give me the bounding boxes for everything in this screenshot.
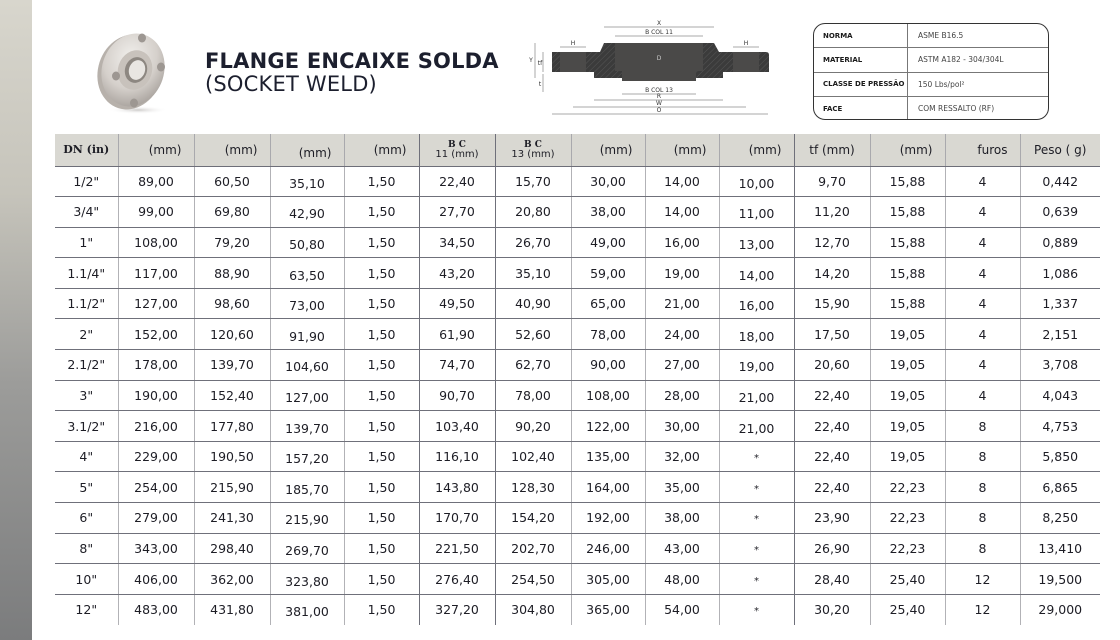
cell-bcol13: 35,10 [495, 258, 571, 289]
cell-bcol13: 52,60 [495, 319, 571, 350]
cell-r: 157,20 [270, 441, 344, 472]
cell-y: 54,00 [645, 594, 719, 625]
cell-raised-face: 1,50 [344, 197, 419, 228]
cell-r: 42,90 [270, 197, 344, 228]
cell-r: 35,10 [270, 166, 344, 197]
cell-y: 19,00 [645, 258, 719, 289]
cell-h: 19,05 [870, 380, 945, 411]
bcol11-header-bottom: 11 (mm) [435, 148, 479, 160]
spec-row-material [814, 48, 1048, 72]
cell-h: 15,88 [870, 288, 945, 319]
cell-raised-face: 1,50 [344, 411, 419, 442]
cell-tf: 17,50 [794, 319, 870, 350]
page-title [205, 50, 499, 96]
cell-bcol11: 143,80 [419, 472, 495, 503]
cell-bcol11: 276,40 [419, 564, 495, 595]
cell-furos: 4 [945, 319, 1020, 350]
cell-o: 406,00 [118, 564, 194, 595]
cell-x: 59,00 [571, 258, 645, 289]
cell-tf: 14,20 [794, 258, 870, 289]
cell-dn: 12" [55, 594, 118, 625]
cell-x: 365,00 [571, 594, 645, 625]
cell-r: 50,80 [270, 227, 344, 258]
cell-r: 269,70 [270, 533, 344, 564]
bcol13-header-top: B C [524, 139, 542, 150]
cell-tf: 22,40 [794, 472, 870, 503]
cell-peso: 1,086 [1020, 258, 1100, 289]
cell-o: 190,00 [118, 380, 194, 411]
cell-furos: 12 [945, 594, 1020, 625]
cell-x: 192,00 [571, 503, 645, 534]
cell-dn: 4" [55, 441, 118, 472]
cell-x: 90,00 [571, 350, 645, 381]
cell-bcol11: 170,70 [419, 503, 495, 534]
cell-w: 120,60 [194, 319, 270, 350]
cell-h: 22,23 [870, 533, 945, 564]
dim-h-right-label: H [743, 40, 749, 47]
cell-peso: 4,043 [1020, 380, 1100, 411]
cell-y: 27,00 [645, 350, 719, 381]
cell-dn: 2" [55, 319, 118, 350]
cell-dn: 2.1/2" [55, 350, 118, 381]
spec-row-norma [814, 24, 1048, 48]
cell-bcol11: 116,10 [419, 441, 495, 472]
spec-label: MATERIAL [814, 48, 908, 71]
cell-y: 16,00 [645, 227, 719, 258]
cell-peso: 1,337 [1020, 288, 1100, 319]
cell-w: 362,00 [194, 564, 270, 595]
cell-y: 30,00 [645, 411, 719, 442]
cell-raised-face: 1,50 [344, 533, 419, 564]
cell-dn: 3" [55, 380, 118, 411]
flange-cross-section-diagram [522, 14, 778, 122]
cell-d: * [719, 594, 794, 625]
cell-x: 305,00 [571, 564, 645, 595]
cell-raised-face: 1,50 [344, 472, 419, 503]
cell-x: 135,00 [571, 441, 645, 472]
table-row [55, 441, 1100, 472]
cell-dn: 5" [55, 472, 118, 503]
cell-w: 190,50 [194, 441, 270, 472]
cell-tf: 11,20 [794, 197, 870, 228]
cell-dn: 1" [55, 227, 118, 258]
cell-tf: 23,90 [794, 503, 870, 534]
cell-raised-face: 1,50 [344, 258, 419, 289]
cell-tf: 28,40 [794, 564, 870, 595]
cell-bcol11: 34,50 [419, 227, 495, 258]
cell-d: 19,00 [719, 350, 794, 381]
dim-bcol11-label: B COL 11 [645, 29, 673, 36]
table-row [55, 594, 1100, 625]
cell-r: 185,70 [270, 472, 344, 503]
cell-furos: 4 [945, 288, 1020, 319]
cell-x: 38,00 [571, 197, 645, 228]
cell-d: 21,00 [719, 380, 794, 411]
column-header-raised-face: (mm) [344, 134, 419, 166]
spec-label: CLASSE DE PRESSÃO [814, 73, 908, 96]
bcol13-header-bottom: 13 (mm) [511, 148, 555, 160]
cell-furos: 4 [945, 350, 1020, 381]
cell-h: 15,88 [870, 227, 945, 258]
cell-d: 10,00 [719, 166, 794, 197]
cell-peso: 3,708 [1020, 350, 1100, 381]
cell-h: 22,23 [870, 472, 945, 503]
cell-dn: 8" [55, 533, 118, 564]
cell-y: 35,00 [645, 472, 719, 503]
spec-value: 150 Lbs/pol² [918, 79, 965, 89]
cell-tf: 22,40 [794, 380, 870, 411]
cell-bcol11: 90,70 [419, 380, 495, 411]
cell-peso: 0,442 [1020, 166, 1100, 197]
cell-bcol11: 221,50 [419, 533, 495, 564]
cell-o: 89,00 [118, 166, 194, 197]
table-row [55, 350, 1100, 381]
cell-raised-face: 1,50 [344, 350, 419, 381]
cell-o: 216,00 [118, 411, 194, 442]
cell-bcol11: 27,70 [419, 197, 495, 228]
cell-o: 343,00 [118, 533, 194, 564]
cell-w: 152,40 [194, 380, 270, 411]
column-header-furos: furos [945, 134, 1020, 166]
column-header-r: (mm) [270, 134, 344, 166]
cell-y: 28,00 [645, 380, 719, 411]
cell-peso: 4,753 [1020, 411, 1100, 442]
cell-r: 381,00 [270, 594, 344, 625]
cell-dn: 1.1/2" [55, 288, 118, 319]
dim-x-label: X [656, 20, 662, 27]
cell-bcol13: 202,70 [495, 533, 571, 564]
cell-furos: 8 [945, 533, 1020, 564]
cell-r: 127,00 [270, 380, 344, 411]
spec-label: FACE [814, 97, 908, 120]
cell-tf: 20,60 [794, 350, 870, 381]
dim-o-label: O [656, 107, 662, 114]
cell-tf: 12,70 [794, 227, 870, 258]
cell-bcol13: 40,90 [495, 288, 571, 319]
cell-x: 65,00 [571, 288, 645, 319]
cell-peso: 5,850 [1020, 441, 1100, 472]
cell-furos: 4 [945, 166, 1020, 197]
cell-w: 298,40 [194, 533, 270, 564]
title-main: FLANGE ENCAIXE SOLDA [205, 49, 499, 73]
cell-peso: 0,639 [1020, 197, 1100, 228]
cell-x: 108,00 [571, 380, 645, 411]
flange-product-photo [88, 26, 178, 116]
cell-y: 14,00 [645, 166, 719, 197]
dim-bcol13-label: B COL 13 [645, 87, 673, 94]
column-header-tf: tf (mm) [794, 134, 870, 166]
cell-y: 24,00 [645, 319, 719, 350]
column-header-o: (mm) [118, 134, 194, 166]
cell-dn: 3/4" [55, 197, 118, 228]
cell-o: 127,00 [118, 288, 194, 319]
cell-peso: 13,410 [1020, 533, 1100, 564]
cell-x: 30,00 [571, 166, 645, 197]
dim-t-label: t [538, 81, 542, 88]
cell-h: 19,05 [870, 319, 945, 350]
cell-peso: 0,889 [1020, 227, 1100, 258]
cell-d: * [719, 441, 794, 472]
cell-bcol13: 15,70 [495, 166, 571, 197]
table-row [55, 258, 1100, 289]
cell-w: 431,80 [194, 594, 270, 625]
cell-w: 177,80 [194, 411, 270, 442]
cell-bcol13: 62,70 [495, 350, 571, 381]
cell-y: 43,00 [645, 533, 719, 564]
cell-w: 215,90 [194, 472, 270, 503]
cell-furos: 8 [945, 472, 1020, 503]
cell-bcol13: 128,30 [495, 472, 571, 503]
title-subtitle: (SOCKET WELD) [205, 72, 377, 96]
cell-dn: 6" [55, 503, 118, 534]
cell-h: 19,05 [870, 441, 945, 472]
table-row [55, 533, 1100, 564]
cell-peso: 6,865 [1020, 472, 1100, 503]
cell-w: 79,20 [194, 227, 270, 258]
cell-d: * [719, 564, 794, 595]
cell-h: 25,40 [870, 594, 945, 625]
specification-box [813, 23, 1049, 120]
spec-row-pressure-class [814, 73, 1048, 97]
table-body [55, 166, 1100, 625]
cell-x: 78,00 [571, 319, 645, 350]
cell-h: 19,05 [870, 350, 945, 381]
cell-x: 246,00 [571, 533, 645, 564]
cell-o: 178,00 [118, 350, 194, 381]
cell-furos: 4 [945, 227, 1020, 258]
cell-w: 139,70 [194, 350, 270, 381]
cell-d: 18,00 [719, 319, 794, 350]
cell-h: 22,23 [870, 503, 945, 534]
cell-bcol13: 78,00 [495, 380, 571, 411]
dim-y-label: Y [529, 57, 533, 64]
cell-peso: 2,151 [1020, 319, 1100, 350]
cell-y: 14,00 [645, 197, 719, 228]
dim-tf-label: tf [537, 60, 543, 67]
cell-raised-face: 1,50 [344, 227, 419, 258]
cell-bcol13: 304,80 [495, 594, 571, 625]
cell-w: 88,90 [194, 258, 270, 289]
table-row [55, 197, 1100, 228]
cell-r: 104,60 [270, 350, 344, 381]
bcol11-header-top: B C [448, 139, 466, 150]
cell-bcol13: 154,20 [495, 503, 571, 534]
cell-bcol11: 103,40 [419, 411, 495, 442]
cell-r: 215,90 [270, 503, 344, 534]
cell-w: 98,60 [194, 288, 270, 319]
cell-dn: 1/2" [55, 166, 118, 197]
column-header-bcol11 [419, 134, 495, 166]
table-row [55, 411, 1100, 442]
cell-furos: 4 [945, 197, 1020, 228]
cell-w: 241,30 [194, 503, 270, 534]
cell-d: * [719, 503, 794, 534]
cell-peso: 8,250 [1020, 503, 1100, 534]
cell-y: 48,00 [645, 564, 719, 595]
spec-value: ASME B16.5 [918, 31, 964, 41]
cell-x: 122,00 [571, 411, 645, 442]
cell-tf: 22,40 [794, 411, 870, 442]
cell-r: 139,70 [270, 411, 344, 442]
cell-w: 60,50 [194, 166, 270, 197]
table-row [55, 288, 1100, 319]
cell-furos: 8 [945, 503, 1020, 534]
cell-raised-face: 1,50 [344, 166, 419, 197]
column-header-x: (mm) [571, 134, 645, 166]
cell-dn: 1.1/4" [55, 258, 118, 289]
cell-d: 14,00 [719, 258, 794, 289]
column-header-h: (mm) [870, 134, 945, 166]
table-row [55, 503, 1100, 534]
cell-d: * [719, 533, 794, 564]
cell-o: 279,00 [118, 503, 194, 534]
cell-o: 483,00 [118, 594, 194, 625]
column-header-peso: Peso ( g) [1020, 134, 1100, 166]
dim-h-left-label: H [570, 40, 576, 47]
dim-d-label: D [656, 55, 662, 62]
cell-dn: 10" [55, 564, 118, 595]
cell-r: 323,80 [270, 564, 344, 595]
cell-raised-face: 1,50 [344, 594, 419, 625]
cell-raised-face: 1,50 [344, 380, 419, 411]
cell-peso: 29,000 [1038, 602, 1083, 618]
column-header-d: (mm) [719, 134, 794, 166]
spec-row-face [814, 97, 1048, 120]
cell-peso: 19,500 [1020, 564, 1100, 595]
cell-tf: 22,40 [794, 441, 870, 472]
cell-bcol13: 102,40 [495, 441, 571, 472]
cell-bcol11: 22,40 [419, 166, 495, 197]
cell-o: 254,00 [118, 472, 194, 503]
cell-raised-face: 1,50 [344, 441, 419, 472]
cell-raised-face: 1,50 [344, 288, 419, 319]
cell-r: 63,50 [270, 258, 344, 289]
cell-y: 21,00 [645, 288, 719, 319]
cell-bcol13: 254,50 [495, 564, 571, 595]
cell-tf: 30,20 [794, 594, 870, 625]
cell-x: 49,00 [571, 227, 645, 258]
cell-furos: 8 [945, 441, 1020, 472]
spec-value: COM RESSALTO (RF) [918, 104, 995, 114]
cell-tf: 26,90 [794, 533, 870, 564]
cell-furos: 4 [945, 258, 1020, 289]
cell-o: 152,00 [118, 319, 194, 350]
cell-h: 15,88 [870, 258, 945, 289]
cell-h: 19,05 [870, 411, 945, 442]
cell-o: 108,00 [118, 227, 194, 258]
cell-h: 15,88 [870, 166, 945, 197]
cell-tf: 15,90 [794, 288, 870, 319]
column-header-bcol13 [495, 134, 571, 166]
cell-x: 164,00 [571, 472, 645, 503]
dim-r-label: R [656, 93, 662, 100]
table-row [55, 380, 1100, 411]
cell-bcol11: 74,70 [419, 350, 495, 381]
cell-d: 21,00 [719, 411, 794, 442]
cell-tf: 9,70 [794, 166, 870, 197]
cell-h: 15,88 [870, 197, 945, 228]
table-header-row [55, 134, 1100, 166]
cell-bcol11: 49,50 [419, 288, 495, 319]
cell-d: 16,00 [719, 288, 794, 319]
cell-raised-face: 1,50 [344, 319, 419, 350]
cell-o: 117,00 [118, 258, 194, 289]
cell-bcol11: 61,90 [419, 319, 495, 350]
cell-bcol11: 327,20 [419, 594, 495, 625]
table-row [55, 319, 1100, 350]
cell-r: 73,00 [270, 288, 344, 319]
cell-y: 38,00 [645, 503, 719, 534]
table-row [55, 166, 1100, 197]
cell-raised-face: 1,50 [344, 564, 419, 595]
cell-dn: 3.1/2" [55, 411, 118, 442]
table-row [55, 227, 1100, 258]
cell-d: 11,00 [719, 197, 794, 228]
column-header-y: (mm) [645, 134, 719, 166]
dim-w-label: W [656, 100, 662, 107]
cell-y: 32,00 [645, 441, 719, 472]
cell-d: 13,00 [719, 227, 794, 258]
spec-label: NORMA [814, 24, 908, 47]
cell-furos: 12 [945, 564, 1020, 595]
column-header-dn: DN (in) [55, 134, 118, 166]
cell-furos: 8 [945, 411, 1020, 442]
cell-r: 91,90 [270, 319, 344, 350]
column-header-w: (mm) [194, 134, 270, 166]
cell-bcol13: 90,20 [495, 411, 571, 442]
cell-h: 25,40 [870, 564, 945, 595]
cell-w: 69,80 [194, 197, 270, 228]
cell-bcol13: 26,70 [495, 227, 571, 258]
cell-bcol13: 20,80 [495, 197, 571, 228]
table-row [55, 472, 1100, 503]
cell-d: * [719, 472, 794, 503]
spec-value: ASTM A182 - 304/304L [918, 55, 1004, 65]
cell-bcol11: 43,20 [419, 258, 495, 289]
cell-o: 99,00 [118, 197, 194, 228]
table-row [55, 564, 1100, 595]
dimensions-table [55, 134, 1100, 625]
cell-furos: 4 [945, 380, 1020, 411]
side-decorative-strip [0, 0, 32, 640]
cell-o: 229,00 [118, 441, 194, 472]
cell-raised-face: 1,50 [344, 503, 419, 534]
